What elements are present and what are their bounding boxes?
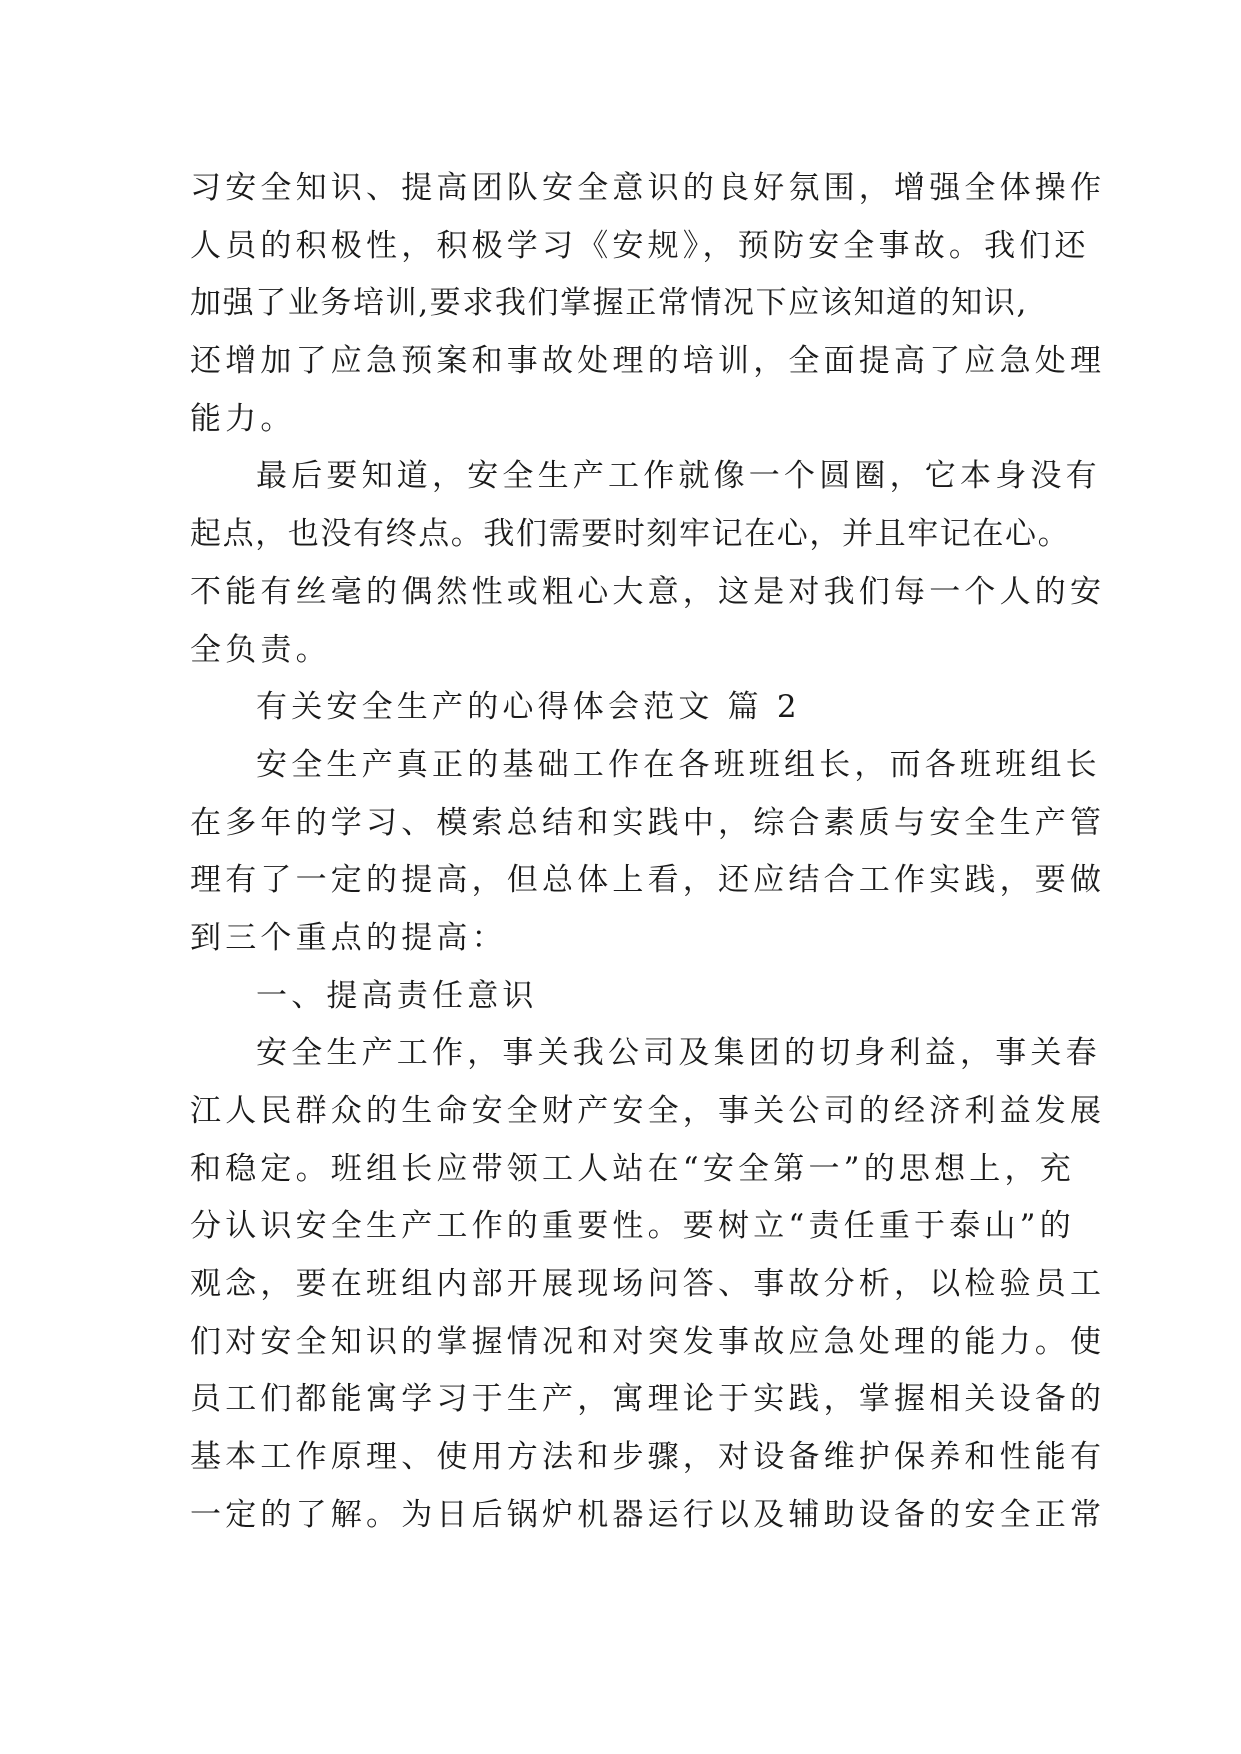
paragraph-line: 理有了一定的提高，但总体上看，还应结合工作实践，要做 (190, 862, 1106, 899)
subheading: 一、提高责任意识 (256, 977, 538, 1014)
paragraph-line: 和稳定。班组长应带领工人站在“安全第一”的思想上，充 (190, 1150, 1075, 1187)
paragraph-line: 一定的了解。为日后锅炉机器运行以及辅助设备的安全正常 (190, 1496, 1106, 1533)
paragraph-line: 能力。 (190, 400, 296, 437)
paragraph-line: 还增加了应急预案和事故处理的培训，全面提高了应急处理 (190, 343, 1106, 380)
paragraph-line: 安全生产工作，事关我公司及集团的切身利益，事关春 (256, 1035, 1101, 1072)
paragraph-line: 观念，要在班组内部开展现场问答、事故分析，以检验员工 (190, 1266, 1106, 1303)
paragraph-line: 起点，也没有终点。我们需要时刻牢记在心，并且牢记在心。 (190, 516, 1071, 553)
paragraph-line: 们对安全知识的掌握情况和对突发事故应急处理的能力。使 (190, 1323, 1106, 1360)
paragraph-line: 在多年的学习、模索总结和实践中，综合素质与安全生产管 (190, 804, 1106, 841)
paragraph-line: 江人民群众的生命安全财产安全，事关公司的经济利益发展 (190, 1093, 1106, 1129)
paragraph-line: 安全生产真正的基础工作在各班班组长，而各班班组长 (256, 746, 1101, 783)
paragraph-line: 基本工作原理、使用方法和步骤，对设备维护保养和性能有 (190, 1439, 1106, 1476)
paragraph-line: 分认识安全生产工作的重要性。要树立“责任重于泰山”的 (190, 1208, 1075, 1245)
paragraph-line: 最后要知道，安全生产工作就像一个圆圈，它本身没有 (256, 458, 1101, 495)
paragraph-line: 全负责。 (190, 631, 331, 668)
paragraph-line: 员工们都能寓学习于生产，寓理论于实践，掌握相关设备的 (190, 1381, 1106, 1418)
paragraph-line: 人员的积极性，积极学习《安规》，预防安全事故。我们还 (190, 227, 1090, 264)
paragraph-line: 到三个重点的提高： (190, 919, 507, 956)
paragraph-line: 不能有丝毫的偶然性或粗心大意，这是对我们每一个人的安 (190, 573, 1106, 610)
section-heading: 有关安全生产的心得体会范文 篇 2 (256, 689, 801, 726)
document-body (190, 160, 1106, 1545)
paragraph-line: 习安全知识、提高团队安全意识的良好氛围，增强全体操作 (190, 170, 1106, 206)
paragraph-line: 加强了业务培训,要求我们掌握正常情况下应该知道的知识, (190, 285, 1028, 322)
